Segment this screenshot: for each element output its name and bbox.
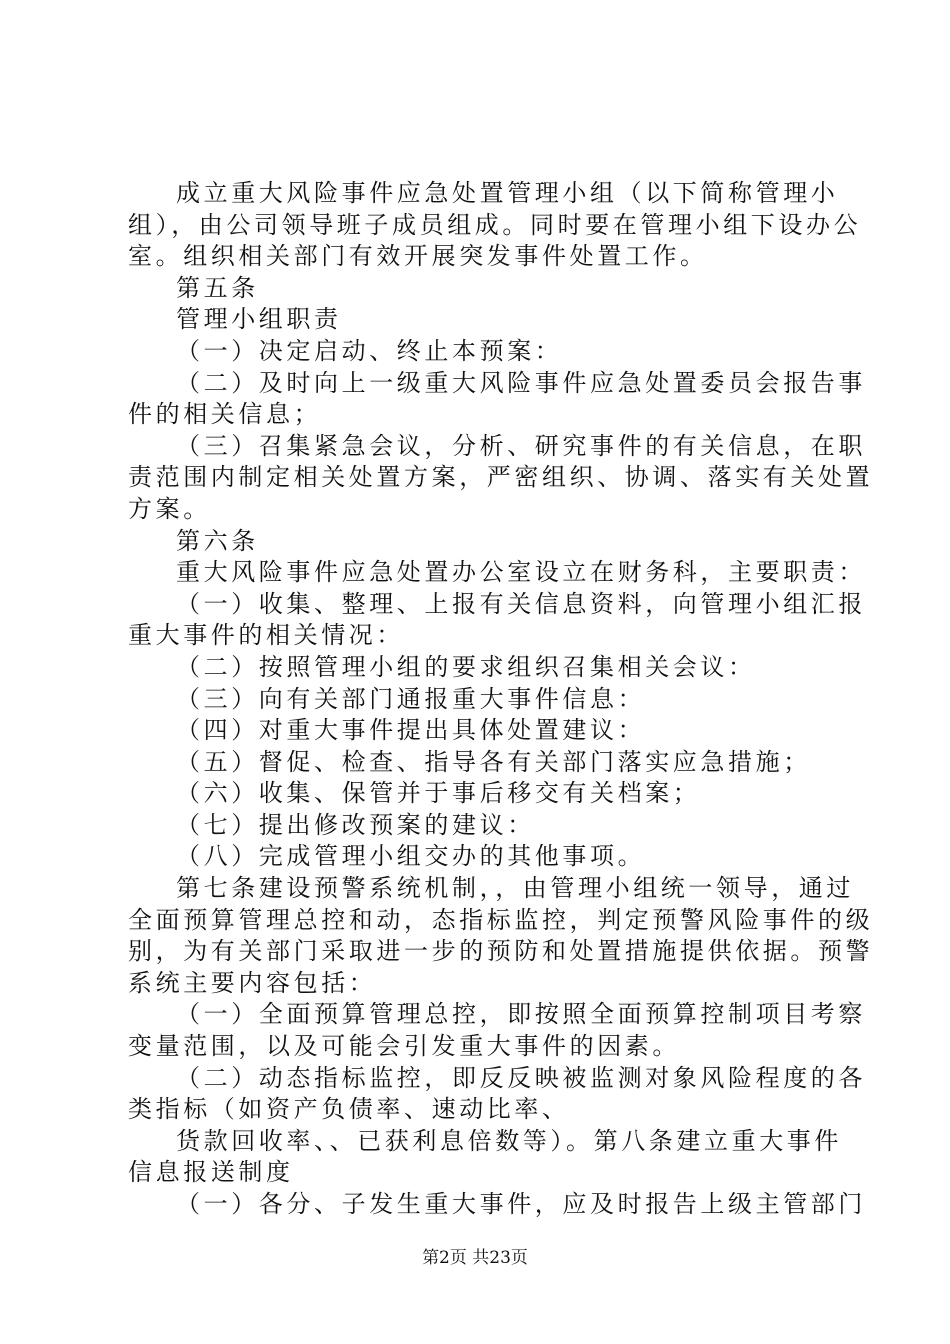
text-line: 第七条建设预警系统机制，，由管理小组统一领导，通过 [176,874,854,903]
text-line: （七）提出修改预案的建议： [176,810,535,839]
text-line: （三）向有关部门通报重大事件信息： [176,684,646,713]
text-line: （五）督促、检查、指导各有关部门落实应急措施； [176,747,811,776]
text-line: （二）动态指标监控，即反反映被监测对象风险程度的各 [176,1063,866,1092]
text-line: 变量范围，以及可能会引发重大事件的因素。 [128,1032,680,1061]
text-line: 系统主要内容包括： [128,968,377,997]
text-line: 第五条 [176,273,259,302]
text-line: （一）各分、子发生重大事件，应及时报告上级主管部门 [176,1190,866,1218]
text-line: 重大事件的相关情况： [128,621,404,650]
text-line: 信息报送制度 [128,1158,294,1187]
text-line: （六）收集、保管并于事后移交有关档案； [176,779,701,808]
text-line: 货款回收率、、已获利息倍数等）。第八条建立重大事件 [176,1126,842,1155]
text-line: （八）完成管理小组交办的其他事项。 [176,842,646,871]
text-line: 类指标（如资产负债率、速动比率、 [128,1095,570,1124]
page-footer: 第2页 共23页 [422,1248,528,1268]
document-body [128,178,874,1221]
text-line: （二）及时向上一级重大风险事件应急处置委员会报告事 [176,368,866,397]
text-line: 重大风险事件应急处置办公室设立在财务科，主要职责： [176,558,866,587]
text-line: （三）召集紧急会议，分析、研究事件的有关信息，在职 [176,431,866,460]
text-line: （一）全面预算管理总控，即按照全面预算控制项目考察 [176,1000,866,1029]
text-line: 责范围内制定相关处置方案，严密组织、协调、落实有关处置 [128,463,874,492]
text-line: （一）决定启动、终止本预案： [176,336,563,365]
text-line: （四）对重大事件提出具体处置建议： [176,716,646,745]
text-line: 第六条 [176,526,259,555]
text-line: 成立重大风险事件应急处置管理小组（以下简称管理小 [176,179,839,207]
text-line: 别，为有关部门采取进一步的预防和处置措施提供依据。预警 [128,937,874,966]
text-line: 件的相关信息； [128,400,322,429]
text-line: 组），由公司领导班子成员组成。同时要在管理小组下设办公 [128,210,862,239]
text-line: 室。组织相关部门有效开展突发事件处置工作。 [128,242,708,271]
text-line: 方案。 [128,494,211,523]
text-line: （一）收集、整理、上报有关信息资料，向管理小组汇报 [176,589,866,618]
text-line: 全面预算管理总控和动，态指标监控，判定预警风险事件的级 [128,905,874,934]
text-line: 管理小组职责 [176,305,342,334]
text-line: （二）按照管理小组的要求组织召集相关会议： [176,652,756,681]
